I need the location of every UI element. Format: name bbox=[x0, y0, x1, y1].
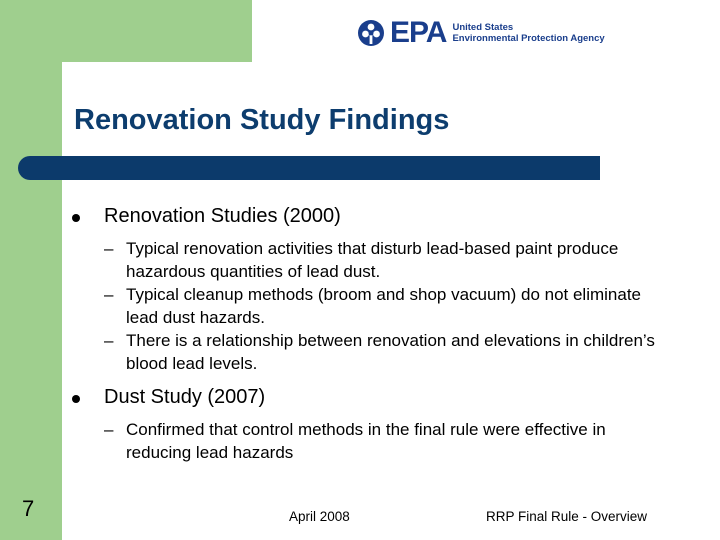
bullet-dot-icon bbox=[72, 395, 80, 403]
epa-flower-icon bbox=[356, 18, 386, 48]
sub-bullet-list bbox=[62, 237, 702, 375]
epa-agency-name bbox=[452, 22, 604, 44]
footer-date: April 2008 bbox=[289, 509, 350, 524]
sub-bullet bbox=[62, 237, 666, 283]
slide-title: Renovation Study Findings bbox=[74, 104, 450, 136]
sub-bullet bbox=[62, 283, 666, 329]
title-underline-bar bbox=[18, 156, 600, 180]
page-number: 7 bbox=[22, 496, 35, 521]
bullet-text: Renovation Studies (2000) bbox=[104, 205, 341, 227]
sub-bullet bbox=[62, 329, 666, 375]
sub-bullet-text: Typical renovation activities that disturb lead-based paint produce hazardous quantities of lead dust. bbox=[126, 239, 619, 281]
sub-bullet-text: Confirmed that control methods in the final rule were effective in reducing lead hazards bbox=[126, 420, 606, 462]
sub-bullet-list bbox=[62, 418, 702, 464]
sub-bullet-text: There is a relationship between renovation and elevations in children’s blood lead levels. bbox=[126, 331, 655, 373]
bullet-text: Dust Study (2007) bbox=[104, 386, 266, 408]
dash-marker: – bbox=[104, 239, 114, 258]
bullet-dot-icon bbox=[72, 214, 80, 222]
agency-line-2: Environmental Protection Agency bbox=[452, 33, 605, 44]
footer-title: RRP Final Rule - Overview bbox=[486, 509, 648, 524]
side-accent-bar bbox=[0, 0, 62, 540]
top-accent-block bbox=[0, 0, 252, 62]
epa-logo bbox=[356, 17, 605, 49]
bullet-dust-study bbox=[62, 385, 702, 410]
sub-bullet-text: Typical cleanup methods (broom and shop vacuum) do not eliminate lead dust hazards. bbox=[126, 285, 642, 327]
slide-body bbox=[62, 204, 702, 474]
bullet-renovation-studies bbox=[62, 204, 702, 229]
sub-bullet bbox=[62, 418, 666, 464]
dash-marker: – bbox=[104, 420, 114, 439]
epa-wordmark: EPA bbox=[390, 16, 447, 49]
agency-line-1: United States bbox=[452, 22, 514, 33]
dash-marker: – bbox=[104, 331, 114, 350]
dash-marker: – bbox=[104, 285, 114, 304]
